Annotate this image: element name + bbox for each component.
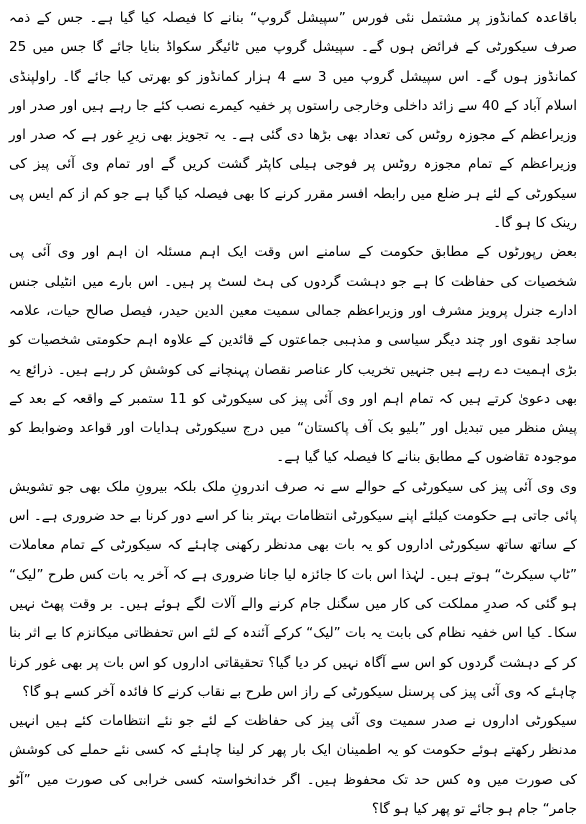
article-paragraph-3: وی وی آئی پیز کی سیکورٹی کے حوالے سے نہ صرف اندرونِ ملک بلکہ بیرونِ ملک بھی جو تشویش پائی جاتی ہے حکومت کیلئے اپنے سیکورٹی انتظامات بہتر بنا کر اسے دور کرنا بے حد ضروری ہے۔ اس کے ساتھ ساتھ سیکورٹی اداروں کو یہ بات بھی مدنظر رکھنی چاہئے کہ سیکورٹی کے تمام معاملات ”ٹاپ سیکرٹ“ ہوتے ہیں۔ لہٰذا اس بات کا جائزہ لیا جانا ضروری ہے کہ آخر یہ بات کس طرح ”لیک“ ہو گئی کہ صدرِ مملکت کی کار میں سگنل جام کرنے والے آلات لگے ہوئے ہیں۔ بر وقت پھٹ نہیں سکا۔ کیا اس خفیہ نظام کی بابت یہ بات ”لیک“ کرکے آئندہ کے لئے اس تحفظاتی میکانزم کا بے اثر بنا کر کے دہشت گردوں کو اس سے آگاہ نہیں کر دیا گیا؟ تحقیقاتی اداروں کو اس بات پر بھی غور کرنا چاہئے کہ وی آئی پیز کی پرسنل سیکورٹی کے راز اس طرح بے نقاب کرنے کا فائدہ آخر کسے ہو گا؟ <box>9 478 577 700</box>
article-paragraph-1: باقاعدہ کمانڈوز پر مشتمل نئی فورس ”سپیشل گروپ“ بنانے کا فیصلہ کیا گیا ہے۔ جس کے ذمہ صرف سیکورٹی کے فرائض ہوں گے۔ سپیشل گروپ میں ٹائیگر سکواڈ بنایا جائے گا جس میں 25 کمانڈوز ہوں گے۔ اس سپیشل گروپ میں 3 سے 4 ہزار کمانڈوز کو بھرتی کیا جائے گا۔ راولپنڈی اسلام آباد کے 40 سے زائد داخلی وخارجی راستوں پر خفیہ کیمرے نصب کئے جا رہے ہیں اور صدر اور وزیراعظم کے مجوزہ روٹس کی تعداد بھی بڑھا دی گئی ہے۔ یہ تجویز بھی زیرِ غور ہے کہ صدر اور وزیراعظم کے تمام مجوزہ روٹس پر فوجی ہیلی کاپٹر گشت کریں گے اور تمام وی آئی پیز کی سیکورٹی کے لئے ہر ضلع میں رابطہ افسر مقرر کرنے کا بھی فیصلہ کیا گیا ہے جو کم از کم ایس پی رینک کا ہو گا۔ <box>9 10 578 232</box>
article-paragraph-2: بعض رپورٹوں کے مطابق حکومت کے سامنے اس وقت ایک اہم مسئلہ ان اہم اور وی آئی پی شخصیات کی حفاظت کا ہے جو دہشت گردوں کی ہٹ لسٹ پر ہیں۔ اس بارے میں انٹیلی جنس ادارے جنرل پرویز مشرف اور وزیراعظم جمالی سمیت معین الدین حیدر، فیصل صالح حیات، علامہ ساجد نقوی اور چند دیگر سیاسی و مذہبی جماعتوں کے قائدین کے علاوہ اہم حکومتی شخصیات کو بڑی اہمیت دے رہے ہیں جنہیں تخریب کار عناصر نقصان پہنچانے کی کوشش کر رہے ہیں۔ ذرائع یہ بھی دعویٰ کرتے ہیں کہ تمام اہم اور وی آئی پیز کی سیکورٹی کو 11 ستمبر کے واقعہ کے بعد کے پیش منظر میں تبدیل اور ”بلیو بک آف پاکستان“ میں درج سیکورٹی ہدایات اور قواعد وضوابط کو موجودہ تقاضوں کے مطابق بنانے کا فیصلہ کیا گیا ہے۔ <box>9 244 577 466</box>
article-paragraph-4: سیکورٹی اداروں نے صدر سمیت وی آئی پیز کی حفاظت کے لئے جو نئے انتظامات کئے ہیں انہیں مدنظر رکھتے ہوئے حکومت کو یہ اطمینان ایک بار پھر کر لینا چاہئے کہ کسی نئے حملے کی کوشش کی صورت میں وہ کس حد تک محفوظ ہیں۔ اگر خدانخواستہ کسی خرابی کی صورت میں ”آٹو جامر“ جام ہو جائے تو پھر کیا ہو گا؟ <box>9 713 577 818</box>
